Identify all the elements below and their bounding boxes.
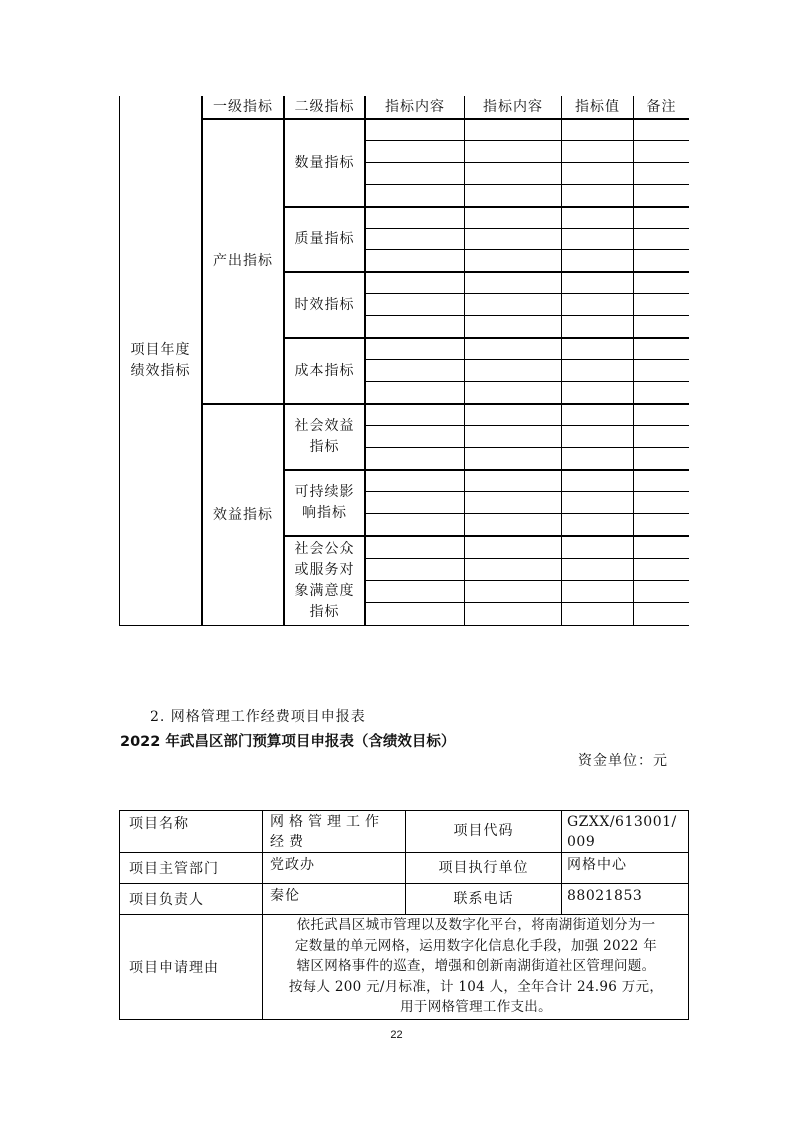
level2-line: 数量指标 [294,154,355,171]
level2-line: 质量指标 [294,231,355,247]
row-label-line: 绩效指标 [130,363,191,379]
currency-unit: 资金单位：元 [578,753,668,769]
row-line [364,513,689,514]
owner-value: 秦伦 [270,888,300,904]
table-border-right [688,810,689,1020]
col-line [633,96,634,626]
level2-line: 指标 [309,604,340,620]
level2-line: 社会效益 [294,418,355,434]
reason-line: 辖区网格事件的巡查，增强和创新南湖街道社区管理问题。 [296,958,656,974]
header-level2: 二级指标 [294,98,355,115]
row-label-annual-performance [120,96,201,626]
project-name-label: 项目名称 [129,816,189,832]
row-line [364,447,689,448]
header-content-2: 指标内容 [483,98,543,115]
dept-label: 项目主管部门 [129,861,219,877]
row-line [364,602,689,603]
phone-value: 88021853 [567,888,643,904]
col-line [364,96,366,626]
reason-line: 定数量的单元网格，运用数字化信息化手段，加强 2022 年 [294,937,658,954]
row-line [364,162,689,163]
row-line [364,228,689,229]
phone-label: 联系电话 [453,890,514,907]
row-line [364,580,689,581]
level2-timeliness [285,273,364,337]
level2-line: 象满意度 [294,583,355,599]
row-line [364,359,689,360]
level2-line: 或服务对 [294,562,355,578]
header-content-1: 指标内容 [385,98,445,115]
row-line [364,315,689,316]
level2-line: 指标 [309,439,340,455]
header-level1: 一级指标 [213,98,273,115]
level2-line: 成本指标 [294,362,355,379]
row-line [364,293,689,294]
exec-unit-label: 项目执行单位 [438,859,529,876]
table-border-bottom [119,625,689,626]
reason-text [264,915,688,1018]
level2-quantity [285,120,364,206]
level1-output: 产出指标 [213,253,273,269]
row-line [119,883,689,884]
level2-satisfaction [285,537,364,625]
level2-quality [285,208,364,271]
col-line [262,810,263,1020]
level2-line: 时效指标 [294,296,355,313]
level2-line: 响指标 [302,505,347,521]
row-line [119,852,689,853]
reason-line: 用于网格管理工作支出。 [400,999,552,1015]
project-code-label: 项目代码 [453,823,514,839]
row-line [364,491,689,492]
row-line [364,249,689,250]
row-line [364,184,689,185]
col-line [464,96,465,626]
level2-sustainability [285,471,364,535]
table-border-bottom [119,1019,689,1020]
level2-social-benefit [285,405,364,469]
reason-line: 按每人 200 元/月标准，计 104 人，全年合计 24.96 万元， [288,978,664,995]
project-code-value: GZXX/613001/009 [567,814,677,850]
row-line [364,381,689,382]
level1-benefit: 效益指标 [213,506,273,523]
project-name-value: 网格管理工作经费 [270,814,384,850]
col-line [561,810,562,914]
table-border-left [119,810,120,1020]
row-line [364,558,689,559]
dept-value: 党政办 [270,857,315,873]
form-title: 2022 年武昌区部门预算项目申报表（含绩效目标） [120,734,456,750]
page-number: 22 [390,1029,403,1041]
header-remark: 备注 [646,98,677,115]
section-heading: 2. 网格管理工作经费项目申报表 [150,709,366,725]
exec-unit-value: 网格中心 [567,857,627,873]
row-line [364,425,689,426]
row-line [364,140,689,141]
reason-label: 项目申请理由 [129,960,219,976]
level2-line: 可持续影 [294,484,355,500]
level2-cost [285,339,364,403]
reason-line: 依托武昌区城市管理以及数字化平台，将南湖街道划分为一 [296,917,656,933]
col-line [561,96,562,626]
header-value: 指标值 [575,98,620,115]
level2-line: 社会公众 [294,541,355,557]
row-label-line: 项目年度 [130,342,191,358]
owner-label: 项目负责人 [129,892,204,908]
table-border-top [119,810,689,811]
